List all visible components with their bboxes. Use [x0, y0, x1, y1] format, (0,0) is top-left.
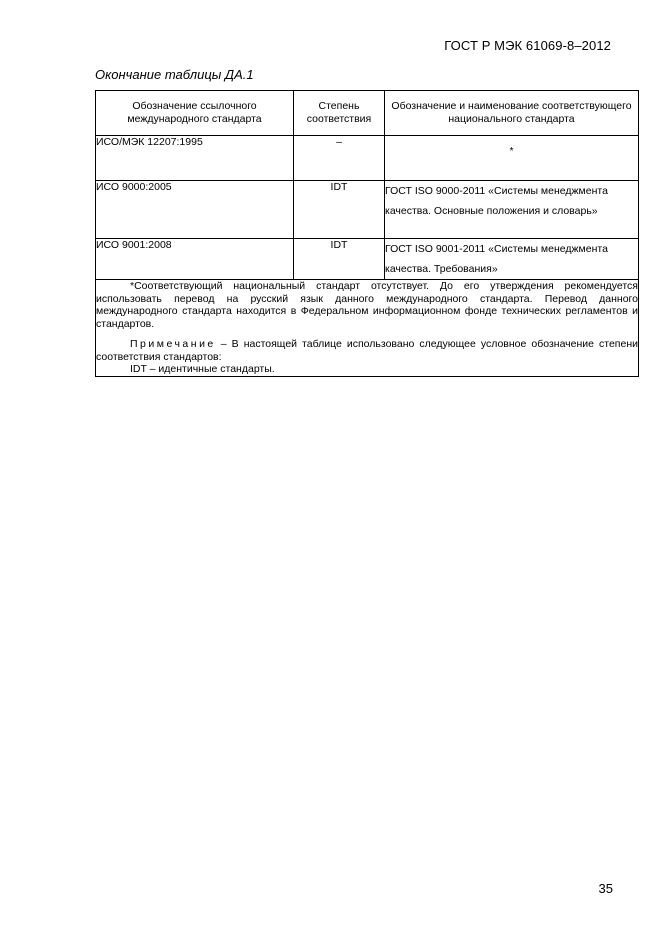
idt-definition: IDT – идентичные стандарты. — [130, 363, 275, 375]
cell-degree: IDT — [294, 181, 385, 239]
cell-iso-standard: ИСО 9001:2008 — [96, 239, 294, 280]
table-notes-cell — [96, 280, 639, 377]
page-number: 35 — [598, 881, 613, 896]
table-row — [96, 136, 639, 181]
table-row — [96, 239, 639, 280]
table-header-row — [96, 91, 639, 136]
cell-iso-standard: ИСО 9000:2005 — [96, 181, 294, 239]
cell-national-standard: * — [385, 136, 639, 181]
correspondence-table — [95, 90, 639, 377]
cell-national-standard: ГОСТ ISO 9001-2011 «Системы менеджмента качества. Требования» — [385, 239, 639, 280]
note-paragraph — [96, 338, 638, 363]
cell-degree: IDT — [294, 239, 385, 280]
cell-degree: – — [294, 136, 385, 181]
cell-iso-standard: ИСО/МЭК 12207:1995 — [96, 136, 294, 181]
table-caption: Окончание таблицы ДА.1 — [95, 67, 254, 82]
table-row — [96, 181, 639, 239]
footnote-text: *Соответствующий национальный стандарт отсутствует. До его утверждения рекомендуется использовать перевод на русский язык данного международного стандарта. Перевод данного международного стандарта находится в Федеральном информационном фонде технических регламентов и стандартов. — [96, 280, 638, 330]
document-code: ГОСТ Р МЭК 61069-8–2012 — [444, 38, 611, 53]
note-text: – В настоящей таблице использовано следующее условное обозначение степени соответствия стандартов: — [96, 338, 638, 363]
header-national-standard: Обозначение и наименование соответствующего национального стандарта — [385, 91, 639, 136]
table-notes-row — [96, 280, 639, 377]
header-international-standard: Обозначение ссылочного международного стандарта — [96, 91, 294, 136]
cell-national-standard: ГОСТ ISO 9000-2011 «Системы менеджмента качества. Основные положения и словарь» — [385, 181, 639, 239]
header-degree-of-conformity: Степень соответствия — [294, 91, 385, 136]
note-label: Примечание — [130, 338, 216, 350]
